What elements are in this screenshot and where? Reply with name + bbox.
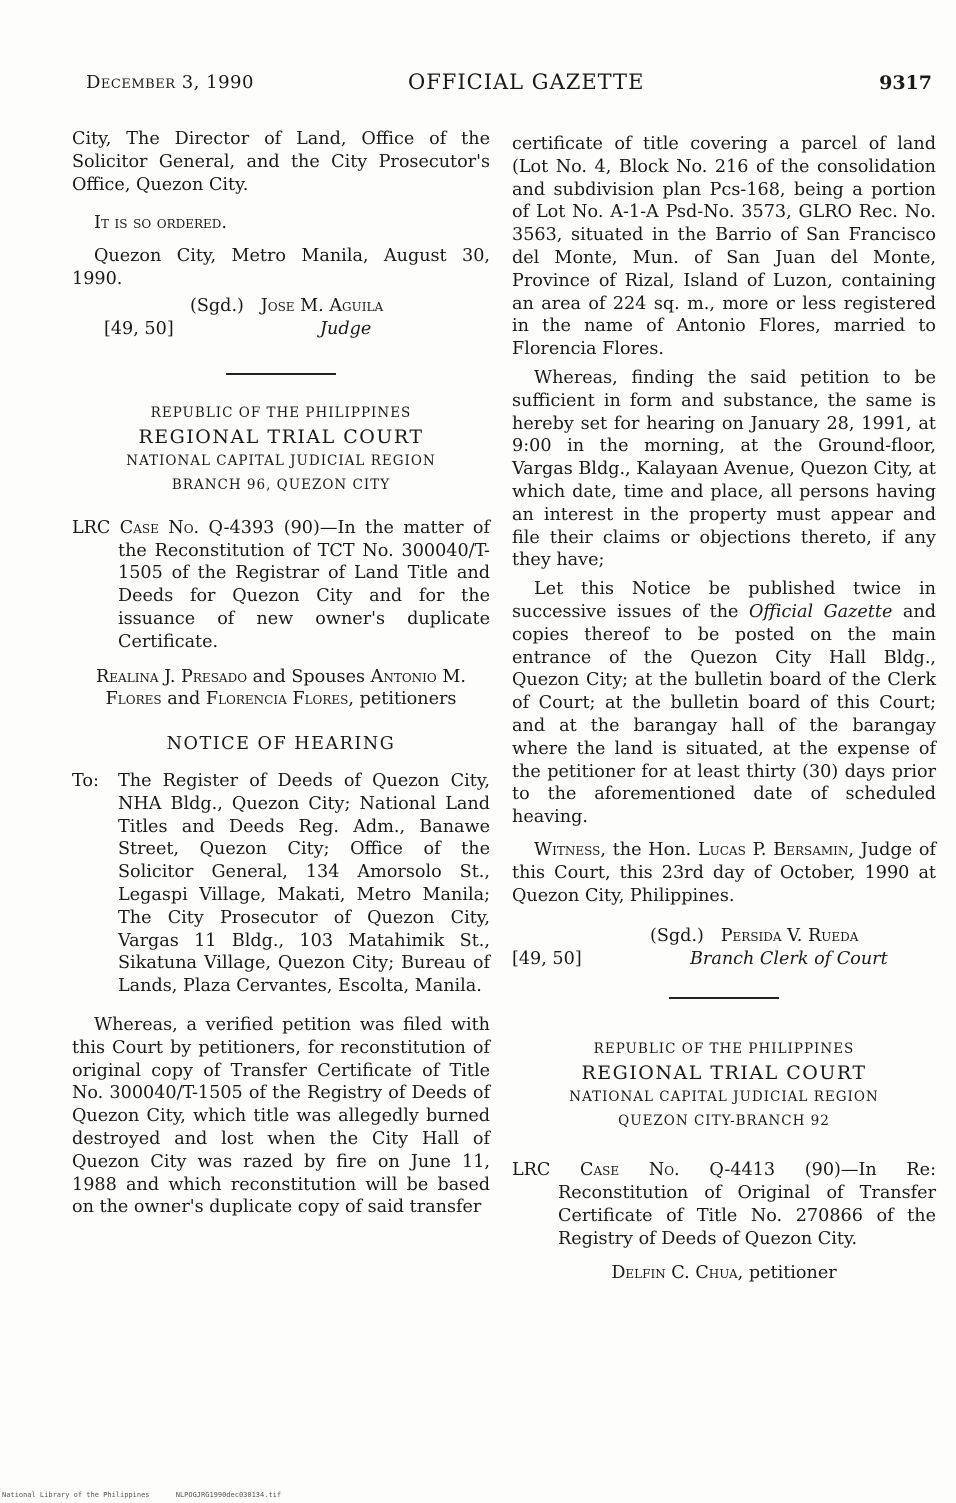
court-heading-branch-96 [72, 401, 490, 497]
heading-republic-2: REPUBLIC OF THE PHILIPPINES [593, 1041, 855, 1058]
scan-footer [2, 1491, 303, 1499]
publication-name: Official Gazette [748, 601, 893, 622]
section-divider-2 [669, 997, 779, 999]
case-text: Q-4393 (90)—In the matter of the Reconstitution of TCT No. 300040/T-1505 of the Registrar of Land Title and Deeds for Quezon City and for the issuance of new owner's duplicate Certificate. [118, 517, 490, 652]
witness-mid: , the Hon. [600, 839, 698, 860]
left-whereas-paragraph: Whereas, a verified petition was filed with this Court by petitioners, for reconstitution of original copy of Transfer Certificate of Title No. 300040/T-1505 of the Registry of Deeds of Quezon City, which title was allegedly burned destroyed and lost when the City Hall of Quezon City was razed by fire on June 11, 1988 and which reconstitution will be based on the owner's duplicate copy of said transfer [72, 1014, 490, 1218]
publication-prefix: Let this Notice be published twice in successive issues of the [512, 579, 936, 622]
section-divider [226, 373, 336, 375]
to-label: To: [72, 770, 99, 791]
publication-suffix: and copies thereof to be posted on the main entrance of the Quezon City Hall Bldg., Quezon City; at the bulletin board of the Clerk of Court; at the bulletin board of this Court; and at the barangay hall of the barangay where the land is situated, at the expense of the petitioner for at least thirty (30) days prior to the aforementioned date of scheduled heaving. [512, 601, 936, 828]
witness-text: , Judge of this Court, this 23rd day of October, 1990 at Quezon City, Philippines. [512, 839, 936, 906]
case-caption [72, 517, 490, 654]
witness-name: Lucas P. Bersamin [697, 839, 849, 860]
petitioner-1: Realina J. Presado [96, 666, 248, 687]
witness-label: Witness [534, 839, 601, 860]
petitioner-name: Delfin C. Chua [611, 1263, 738, 1284]
court-heading-branch-92 [512, 1037, 936, 1133]
heading-region-2: NATIONAL CAPITAL JUDICIAL REGION [569, 1089, 879, 1106]
petitioners-role: , petitioners [348, 689, 457, 710]
petitioners-line [72, 666, 490, 712]
judge-title: Judge [320, 318, 372, 339]
judge-signature-name-line [190, 295, 383, 318]
case-prefix: LRC Case No. [72, 517, 200, 538]
order-date-place: Quezon City, Metro Manila, August 30, 1990. [72, 246, 490, 289]
page-header [86, 72, 932, 102]
petitioner-role: , petitioner [737, 1263, 837, 1284]
case-prefix-2: LRC Case No. [512, 1160, 680, 1181]
heading-court-2: REGIONAL TRIAL COURT [581, 1062, 867, 1085]
parties-and: and Spouses [252, 666, 366, 687]
right-column [512, 133, 936, 1285]
left-column [72, 128, 490, 1219]
addressees-text: The Register of Deeds of Quezon City, NHA Bldg., Quezon City; National Land Titles and Deeds Reg. Adm., Banawe Street, Quezon City; Office of the Solicitor General, 134 Amorsolo St., Legaspi Village, Makati, Metro Manila; The City Prosecutor of Quezon City, Vargas 11 Bldg., 103 Matahimik St., Sikatuna Village, Quezon City; Bureau of Lands, Plaza Cervantes, Escolta, Manila. [118, 770, 490, 997]
heading-branch: BRANCH 96, QUEZON CITY [171, 476, 391, 493]
clerk-sgd: (Sgd.) [650, 926, 704, 947]
right-continued-paragraph: certificate of title covering a parcel of land (Lot No. 4, Block No. 216 of the consolidation and subdivision plan Pcs-168, being a portion of Lot No. A-1-A Psd-No. 3573, GLRO Rec. No. 3563, situated in the Barrio of San Francisco del Monte, Mun. of San Juan del Monte, Province of Rizal, Island of Luzon, containing an area of 224 sq. m., more or less registered in the name of Antonio Flores, married to Florencia Flores. [512, 134, 936, 360]
header-date: December 3, 1990 [86, 72, 254, 93]
header-page-number: 9317 [879, 72, 932, 94]
heading-branch-2: QUEZON CITY-BRANCH 92 [618, 1113, 830, 1130]
right-whereas-paragraph: Whereas, finding the said petition to be sufficient in form and substance, the same is hereby set for hearing on January 28, 1991, at 9:00 in the morning, at the Ground-floor, Vargas Bldg., Kalayaan Avenue, Quezon City, at which date, time and place, all persons having an interest in the property must appear and file their claims or objections thereto, if any they have; [512, 367, 936, 571]
witness-paragraph [512, 839, 936, 907]
parties-and-2: and [167, 689, 201, 710]
judge-signature-ref: [49, 50] [104, 318, 174, 339]
heading-region: NATIONAL CAPITAL JUDICIAL REGION [126, 452, 436, 469]
heading-republic: REPUBLIC OF THE PHILIPPINES [150, 404, 412, 421]
petitioner-2: Antonio M. Flores [105, 666, 466, 710]
clerk-title: Branch Clerk of Court [690, 949, 888, 970]
judge-name: Jose M. Aguila [260, 295, 384, 316]
clerk-name: Persida V. Rueda [720, 926, 859, 947]
heading-court: REGIONAL TRIAL COURT [138, 425, 424, 448]
case-caption-2 [512, 1159, 936, 1250]
left-continued-paragraph: City, The Director of Land, Office of the Solicitor General, and the City Prosecutor's Office, Quezon City. [72, 129, 490, 195]
clerk-signature-name-line [650, 925, 858, 948]
clerk-signature [512, 925, 936, 973]
petitioner-3: Florencia Flores [205, 689, 349, 710]
so-ordered: It is so ordered. [94, 213, 228, 234]
publication-paragraph [512, 578, 936, 829]
judge-signature [72, 295, 490, 343]
petitioner-line-2 [512, 1262, 936, 1285]
addressees-block [72, 770, 490, 998]
clerk-signature-ref: [49, 50] [512, 949, 582, 970]
case-text-2: Q-4413 (90)—In Re: Reconstitution of Original of Transfer Certificate of Title No. 270866 of the Registry of Deeds of Quezon City. [558, 1160, 937, 1249]
judge-sgd: (Sgd.) [190, 295, 244, 316]
notice-title: NOTICE OF HEARING [166, 734, 396, 755]
footer-library: National Library of the Philippines [2, 1491, 150, 1499]
footer-file-id: NLPOGJRG1990dec030134.tif [175, 1491, 282, 1499]
header-title: OFFICIAL GAZETTE [408, 70, 645, 94]
